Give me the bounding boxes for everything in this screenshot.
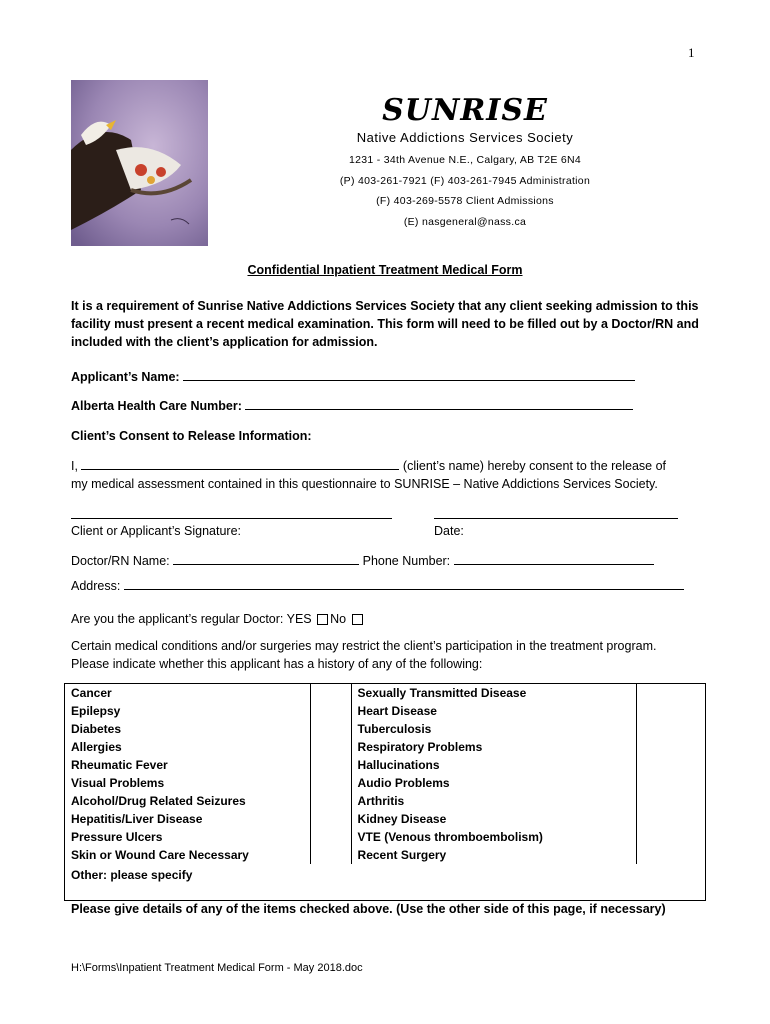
condition-checkbox-cell[interactable] <box>310 720 351 738</box>
signature-label: Client or Applicant’s Signature: <box>71 524 242 538</box>
condition-checkbox-cell[interactable] <box>310 738 351 756</box>
condition-checkbox-cell[interactable] <box>637 828 706 846</box>
doctor-name-field[interactable] <box>173 553 359 565</box>
no-label: No <box>330 612 347 626</box>
condition-checkbox-cell[interactable] <box>637 846 706 864</box>
condition-checkbox-cell[interactable] <box>310 828 351 846</box>
eagle-illustration <box>71 80 208 246</box>
condition-checkbox-cell[interactable] <box>310 756 351 774</box>
condition-label: Visual Problems <box>65 774 311 792</box>
table-row <box>65 792 706 810</box>
condition-label: Skin or Wound Care Necessary <box>65 846 311 864</box>
health-number-field[interactable] <box>245 398 633 410</box>
condition-label: Epilepsy <box>65 702 311 720</box>
table-row <box>65 684 706 703</box>
condition-checkbox-cell[interactable] <box>637 738 706 756</box>
org-address: 1231 - 34th Avenue N.E., Calgary, AB T2E 6N4 <box>348 154 582 166</box>
condition-label: Tuberculosis <box>351 720 637 738</box>
condition-label: Cancer <box>65 684 311 703</box>
client-name-field[interactable] <box>81 458 399 470</box>
condition-label: Arthritis <box>351 792 637 810</box>
consent-line-2: my medical assessment contained in this questionnaire to SUNRISE – Native Addictions Services Society. <box>71 477 658 491</box>
doctor-row <box>71 552 711 570</box>
regular-doctor-row <box>71 610 711 628</box>
condition-label: VTE (Venous thromboembolism) <box>351 828 637 846</box>
table-row <box>65 846 706 864</box>
condition-checkbox-cell[interactable] <box>310 774 351 792</box>
intro-paragraph: It is a requirement of Sunrise Native Addictions Services Society that any client seeking admission to this facility must present a recent medical examination. This form will need to be filled out by a Doctor/RN and included with the client’s application for admission. <box>71 299 699 349</box>
table-row <box>65 702 706 720</box>
yes-checkbox[interactable] <box>317 614 328 625</box>
condition-label: Diabetes <box>65 720 311 738</box>
consent-prefix: I, <box>71 459 78 473</box>
conditions-intro-2: Please indicate whether this applicant has a history of any of the following: <box>71 657 483 671</box>
table-row <box>65 774 706 792</box>
details-note: Please give details of any of the items checked above. (Use the other side of this page, if necessary) <box>71 902 666 916</box>
consent-heading: Client’s Consent to Release Information: <box>71 429 312 443</box>
condition-label: Rheumatic Fever <box>65 756 311 774</box>
condition-label: Heart Disease <box>351 702 637 720</box>
condition-checkbox-cell[interactable] <box>637 756 706 774</box>
conditions-intro-1: Certain medical conditions and/or surgeries may restrict the client’s participation in the treatment program. <box>71 639 657 653</box>
applicant-name-label: Applicant’s Name: <box>71 370 180 384</box>
condition-checkbox-cell[interactable] <box>310 792 351 810</box>
date-field[interactable] <box>434 518 678 519</box>
other-row[interactable] <box>65 864 706 901</box>
address-field[interactable] <box>124 578 684 590</box>
conditions-table <box>64 683 706 901</box>
table-row <box>65 720 706 738</box>
other-specify-label: Other: please specify <box>65 864 706 901</box>
date-label: Date: <box>434 524 464 538</box>
table-row <box>65 810 706 828</box>
form-title: Confidential Inpatient Treatment Medical Form <box>247 263 523 277</box>
condition-checkbox-cell[interactable] <box>637 702 706 720</box>
condition-checkbox-cell[interactable] <box>637 810 706 828</box>
condition-checkbox-cell[interactable] <box>310 810 351 828</box>
brand-title: SUNRISE <box>382 93 548 128</box>
consent-suffix: (client’s name) hereby consent to the release of <box>402 459 667 473</box>
condition-label: Audio Problems <box>351 774 637 792</box>
signature-field[interactable] <box>71 518 392 519</box>
condition-checkbox-cell[interactable] <box>637 774 706 792</box>
phone-field[interactable] <box>454 553 654 565</box>
table-row <box>65 828 706 846</box>
footer-path: H:\Forms\Inpatient Treatment Medical Form - May 2018.doc <box>71 962 363 974</box>
doctor-name-label: Doctor/RN Name: <box>71 554 170 568</box>
phone-label: Phone Number: <box>362 554 451 568</box>
condition-checkbox-cell[interactable] <box>637 720 706 738</box>
org-phone: (P) 403-261-7921 (F) 403-261-7945 Administration <box>339 175 591 187</box>
condition-label: Recent Surgery <box>351 846 637 864</box>
consent-line-1 <box>71 457 711 475</box>
condition-checkbox-cell[interactable] <box>310 684 351 703</box>
applicant-name-row[interactable] <box>71 368 711 386</box>
condition-label: Pressure Ulcers <box>65 828 311 846</box>
table-row <box>65 756 706 774</box>
health-number-label: Alberta Health Care Number: <box>71 399 242 413</box>
condition-label: Allergies <box>65 738 311 756</box>
no-checkbox[interactable] <box>352 614 363 625</box>
brand-subtitle: Native Addictions Services Society <box>356 130 574 145</box>
page-number: 1 <box>688 45 695 60</box>
condition-label: Respiratory Problems <box>351 738 637 756</box>
regular-doctor-label: Are you the applicant’s regular Doctor: YES <box>71 612 312 626</box>
condition-label: Hallucinations <box>351 756 637 774</box>
condition-label: Sexually Transmitted Disease <box>351 684 637 703</box>
condition-label: Alcohol/Drug Related Seizures <box>65 792 311 810</box>
condition-checkbox-cell[interactable] <box>637 684 706 703</box>
condition-label: Kidney Disease <box>351 810 637 828</box>
condition-checkbox-cell[interactable] <box>310 846 351 864</box>
address-row <box>71 577 711 595</box>
address-label: Address: <box>71 579 121 593</box>
org-fax: (F) 403-269-5578 Client Admissions <box>376 195 554 207</box>
health-number-row[interactable] <box>71 397 711 415</box>
org-email: (E) nasgeneral@nass.ca <box>403 216 527 228</box>
table-row <box>65 738 706 756</box>
condition-checkbox-cell[interactable] <box>310 702 351 720</box>
condition-checkbox-cell[interactable] <box>637 792 706 810</box>
condition-label: Hepatitis/Liver Disease <box>65 810 311 828</box>
applicant-name-field[interactable] <box>183 369 635 381</box>
